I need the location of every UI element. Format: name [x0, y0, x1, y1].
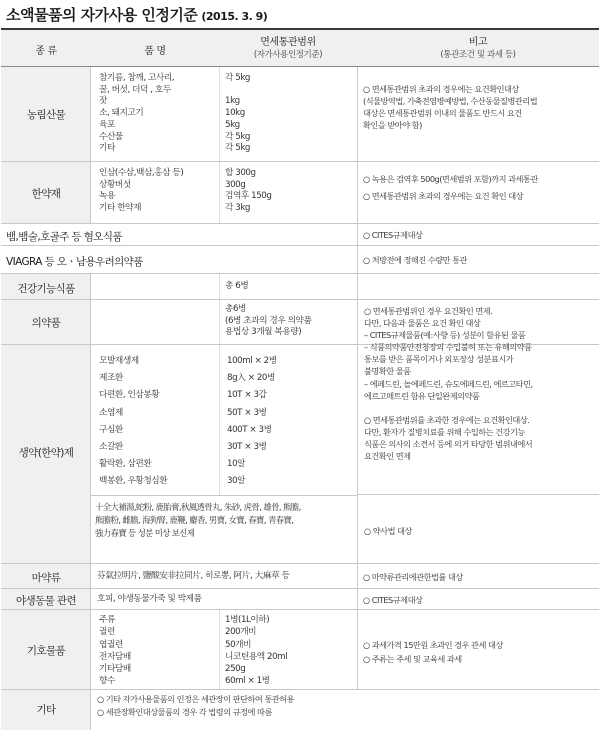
- list-item: 60ml × 1병: [225, 676, 270, 687]
- narcotic-items: 芬氣拉明片, 鹽酸安非拉同片, 히로뽕, 阿片, 大麻草 등: [97, 571, 290, 581]
- list-item: 상황버섯: [99, 179, 131, 190]
- table-row: [1, 274, 599, 300]
- category-snake: 뱀,뱀술,호골주 등 혐오식품: [6, 231, 122, 243]
- list-item: 50개비: [225, 639, 252, 650]
- herbal-extra-note-cell: [357, 495, 599, 564]
- health-limit: 총 6병: [225, 281, 249, 291]
- header-limit-main: 면세통관범위: [260, 37, 316, 48]
- note-line: 다만, 환자가 질병치료를 위해 수입하는 건강기능: [364, 426, 525, 437]
- other-notes: [97, 693, 294, 719]
- list-item: 소염제: [99, 407, 123, 418]
- list-item: 8g入 × 20병: [227, 373, 275, 384]
- list-item: 10알: [227, 459, 246, 470]
- herbal-limits: [227, 353, 277, 491]
- list-item: 400T × 3병: [227, 424, 272, 435]
- note-line: 대상은 면세통관범위 이내의 물품도 반드시 요건: [363, 108, 522, 118]
- wildlife-note: ○ CITES규제대상: [363, 595, 423, 605]
- herb-limits: [225, 168, 271, 215]
- table-row: [1, 224, 599, 246]
- table-row: [1, 162, 599, 224]
- note-line: ○ 면세통관범위인 경우 요건확인 면제.: [364, 306, 493, 316]
- list-item: 30알: [227, 476, 246, 487]
- note-line: – 식품의약품안전청장의 수입불허 또는 유해의약품: [364, 342, 532, 353]
- note-line: 확인을 받아야 함): [363, 120, 422, 130]
- list-item: 다편환, 인삼봉황: [99, 390, 160, 401]
- list-item: 5kg: [225, 119, 240, 130]
- list-item: [225, 85, 250, 97]
- table-header: [1, 30, 599, 67]
- agri-items: [99, 73, 174, 155]
- medicine-note-cell: [357, 300, 599, 495]
- category-herb: 한약재: [31, 188, 61, 200]
- category-medicine: 의약품: [31, 317, 61, 329]
- agri-limits: [225, 73, 250, 155]
- category-viagra: VIAGRA 등 오ㆍ남용우려의약품: [6, 256, 143, 268]
- luxury-items: [99, 614, 131, 688]
- herb-notes: [363, 171, 538, 205]
- list-item: 백봉환, 우황청심환: [99, 476, 168, 487]
- note-line: ○ 면세통관범위 초과의 경우에는 요건 확인 대상: [363, 191, 524, 201]
- list-item: 소, 돼지고기: [99, 108, 144, 119]
- viagra-note: ○ 처방전에 정해진 수량만 통관: [363, 255, 467, 265]
- list-item: 모발재생제: [99, 356, 139, 366]
- category-wildlife: 야생동물 관련: [16, 595, 76, 607]
- note-line: – 에페드린, 놀에페드린, 슈도에페드린, 에르고타민,: [364, 378, 533, 389]
- luxury-limits: [225, 614, 287, 688]
- note-line: 다만, 다음과 물품은 요건 확인 대상: [364, 318, 481, 329]
- list-item: 소갈환: [99, 442, 123, 453]
- title-main: 소액물품의 자가사용 인정기준: [6, 6, 198, 24]
- note-line: 통보를 받은 품목이거나 외포장상 성분표시가: [364, 354, 514, 365]
- category-luxury: 기호물품: [26, 645, 66, 657]
- page-title: [6, 4, 267, 25]
- list-item: 향수: [99, 676, 115, 687]
- list-item: 10T × 3갑: [227, 390, 267, 401]
- note-line: (식물방역법, 가축전염병예방법, 수산동물질병관리법: [363, 96, 538, 106]
- herb-items: [99, 168, 183, 215]
- list-item: 엽궐련: [99, 639, 123, 650]
- list-item: 기타: [99, 143, 115, 154]
- table-row: [1, 690, 599, 701]
- list-item: 검역후 150g: [225, 191, 272, 202]
- note-line: ○ 과세가격 15만원 초과인 경우 관세 대상: [363, 640, 503, 650]
- category-herbal-med: 생약(한약)제: [18, 447, 74, 459]
- list-item: 구심환: [99, 424, 123, 435]
- snake-note: ○ CITES규제대상: [363, 230, 423, 240]
- list-item: 300g: [225, 179, 246, 190]
- list-item: 궐련: [99, 627, 115, 638]
- list-item: 30T × 3병: [227, 442, 267, 453]
- standards-table: [1, 28, 599, 717]
- list-item: 니코틴용액 20ml: [225, 651, 288, 662]
- note-line: 에르고메트린 함유 단일완제의약품: [364, 390, 480, 401]
- header-category: 종 류: [35, 46, 57, 57]
- list-item: 육포: [99, 119, 115, 130]
- list-item: 1kg: [225, 96, 240, 107]
- list-item: 수산물: [99, 131, 123, 142]
- list-item: 활락환, 삼편환: [99, 459, 152, 470]
- list-item: 기타담배: [99, 664, 131, 675]
- table-row: [1, 610, 599, 690]
- luxury-notes: [363, 638, 503, 666]
- herbal-extra-note: ○ 약사법 대상: [364, 526, 412, 536]
- wildlife-items: 호피, 야생동물가죽 및 박제품: [97, 594, 202, 604]
- list-item: 전자담배: [99, 651, 131, 662]
- table-row: [1, 589, 599, 610]
- header-item: 품 명: [144, 46, 166, 57]
- list-item: 합 300g: [225, 168, 256, 178]
- medicine-limits: [225, 304, 311, 339]
- agri-notes: [363, 83, 537, 131]
- note-line: – CITES규제물품(예:사향 등) 성분이 함유된 물품: [364, 330, 526, 341]
- herbal-extra: [95, 501, 301, 540]
- note-line: 불명확한 물품: [364, 366, 411, 377]
- note-line: ○ 녹용은 검역후 500g(면세범위 포함)까지 과세통관: [363, 174, 538, 184]
- list-item: 참기름, 참깨, 고사리,: [99, 73, 175, 83]
- list-item: 각 3kg: [225, 203, 250, 214]
- list-item: 100ml × 2병: [227, 356, 277, 366]
- note-line: ○ 기타 자가사용물품의 인정은 세관장이 판단하여 통관허용: [97, 694, 295, 704]
- list-item: 각 5kg: [225, 143, 250, 154]
- category-other: 기타: [36, 704, 56, 716]
- list-item: 熊膽粉, 雌膽, 海狗腎, 鹿鞭, 麝香, 男寶, 女寶, 春寶, 青春寶,: [95, 515, 294, 525]
- list-item: 각 5kg: [225, 73, 250, 83]
- header-note-sub: (통관조건 및 과세 등): [440, 50, 516, 60]
- header-limit-sub: (자가사용인정기준): [253, 50, 323, 60]
- list-item: 1병(1L이하): [225, 615, 270, 625]
- list-item: 十全大補湯,蛇粉, 鹿胎膏,秋風透骨丸, 朱砂, 虎骨, 雄骨, 熊膽,: [95, 502, 301, 512]
- list-item: 10kg: [225, 108, 245, 119]
- table-row: [1, 564, 599, 589]
- list-item: 꿀, 버섯, 더덕 , 호두: [99, 84, 171, 95]
- note-line: ○ 면세통관범위 초과의 경우에는 요건확인대상: [363, 84, 519, 94]
- medicine-notes: [364, 305, 533, 462]
- list-item: 200개비: [225, 627, 257, 638]
- category-health: 건강기능식품: [17, 283, 75, 295]
- list-item: 용법상 3개월 복용량): [225, 327, 302, 338]
- list-item: 50T × 3병: [227, 407, 267, 418]
- list-item: 총6병: [225, 304, 246, 314]
- category-agri: 농림산물: [26, 109, 66, 121]
- list-item: 인삼(수삼,백삼,홍삼 등): [99, 168, 184, 178]
- note-line: ○ 세관장확인대상물품의 경우 각 법령의 규정에 따름: [97, 707, 272, 717]
- list-item: (6병 초과의 경우 의약품: [225, 315, 312, 326]
- table-row: [1, 67, 599, 162]
- note-line: [364, 402, 533, 414]
- note-line: ○ 면세통관범위를 초과한 경우에는 요건확인대상.: [364, 414, 530, 425]
- list-item: 強力春寶 등 성분 미상 보신제: [95, 528, 195, 538]
- list-item: 기타 한약재: [99, 203, 142, 214]
- narcotic-note: ○ 마약류관리에관한법률 대상: [363, 572, 463, 582]
- table-row: [1, 246, 599, 274]
- title-date: (2015. 3. 9): [201, 10, 268, 23]
- header-note-main: 비고: [468, 37, 488, 48]
- category-narcotic: 마약류: [31, 572, 61, 584]
- list-item: 주류: [99, 615, 115, 625]
- header-note: [357, 33, 599, 60]
- note-line: 요건확인 면제: [364, 451, 411, 462]
- list-item: 녹용: [99, 191, 115, 202]
- list-item: 제조환: [99, 373, 123, 384]
- header-limit: [219, 33, 357, 60]
- list-item: 250g: [225, 664, 246, 675]
- note-line: ○ 주류는 주세 및 교육세 과세: [363, 654, 462, 664]
- list-item: 잣: [99, 96, 107, 107]
- list-item: 각 5kg: [225, 131, 250, 142]
- note-line: 식품은 의사의 소견서 등에 의거 타당한 범위내에서: [364, 439, 533, 450]
- herbal-items: [99, 353, 167, 491]
